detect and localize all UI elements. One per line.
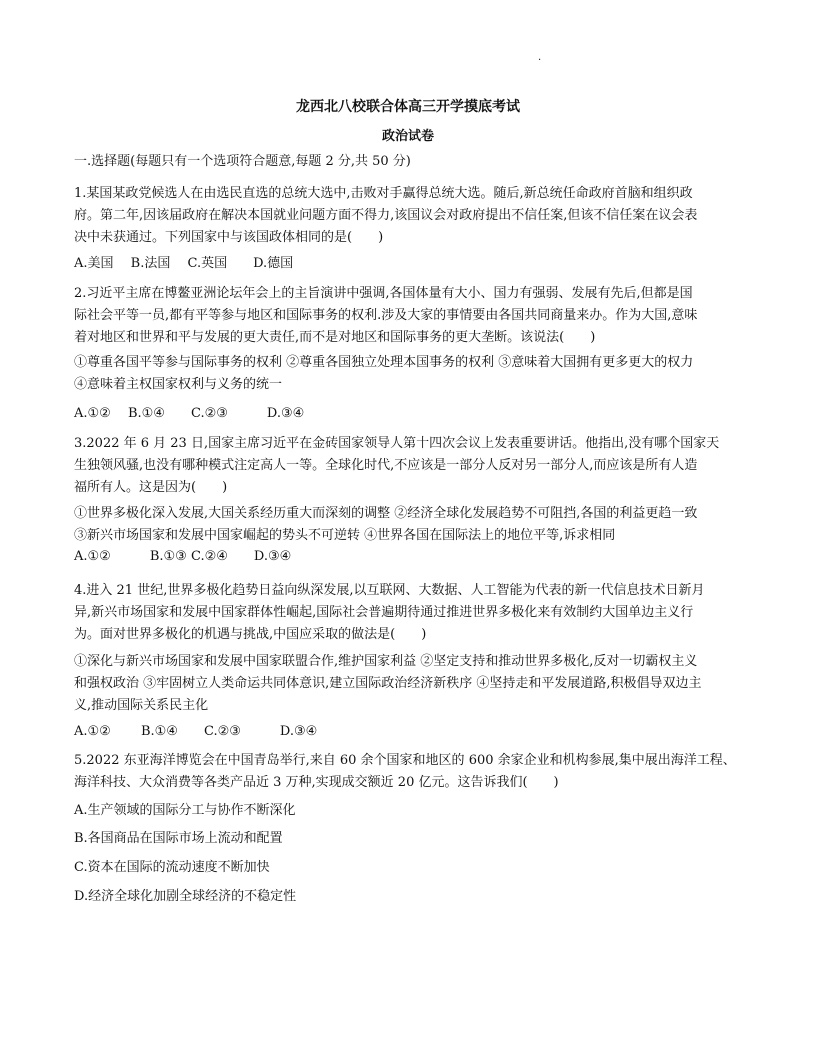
question-line: 5.2022 东亚海洋博览会在中国青岛举行,来自 60 余个国家和地区的 600 余家企业和机构参展,集中展出海洋工程、 bbox=[74, 753, 736, 768]
question-5-option-c: C.资本在国际的流动速度不断加快 bbox=[74, 860, 270, 875]
section-heading: 一.选择题(每题只有一个选项符合题意,每题 2 分,共 50 分) bbox=[74, 154, 411, 169]
question-4-statements bbox=[74, 651, 746, 717]
question-2-stem bbox=[74, 283, 746, 349]
question-line: 海洋科技、大众消费等各类产品近 3 万种,实现成交额近 20 亿元。这告诉我们( ) bbox=[74, 775, 559, 790]
question-line: 4.进入 21 世纪,世界多极化趋势日益向纵深发展,以互联网、大数据、人工智能为代表的新一代信息技术日新月 bbox=[74, 583, 705, 598]
question-line: 为。面对世界多极化的机遇与挑战,中国应采取的做法是( ) bbox=[74, 627, 427, 642]
question-1-stem bbox=[74, 183, 746, 249]
statement-line: ④意味着主权国家权利与义务的统一 bbox=[74, 377, 283, 392]
question-5-option-d: D.经济全球化加剧全球经济的不稳定性 bbox=[74, 889, 297, 904]
statement-line: 和强权政治 ③牢固树立人类命运共同体意识,建立国际政治经济新秩序 ④坚持走和平发展道路,积极倡导双边主 bbox=[74, 676, 702, 691]
question-4-options: A.①② B.①④ C.②③ D.③④ bbox=[74, 724, 318, 739]
statement-line: ①尊重各国平等参与国际事务的权利 ②尊重各国独立处理本国事务的权利 ③意味着大国拥有更多更大的权力 bbox=[74, 355, 694, 370]
question-3-statements bbox=[74, 503, 746, 547]
question-line: 际社会平等一员,都有平等参与地区和国际事务的权利.涉及大家的事情要由各国共同商量来办。作为大国,意味 bbox=[74, 308, 698, 323]
question-line: 着对地区和世界和平与发展的更大责任,而不是对地区和国际事务的更大垄断。该说法( ) bbox=[74, 330, 596, 345]
statement-line: ①世界多极化深入发展,大国关系经历重大而深刻的调整 ②经济全球化发展趋势不可阻挡,各国的利益更趋一致 bbox=[74, 506, 698, 521]
question-line: 生独领风骚,也没有哪种模式注定高人一等。全球化时代,不应该是一部分人反对另一部分人,而应该是所有人造 bbox=[74, 458, 698, 473]
question-5-option-a: A.生产领域的国际分工与协作不断深化 bbox=[74, 803, 296, 818]
page-mark: . bbox=[538, 52, 542, 63]
question-line: 福所有人。这是因为( ) bbox=[74, 480, 228, 495]
question-1-options: A.美国 B.法国 C.英国 D.德国 bbox=[74, 256, 294, 271]
question-line: 1.某国某政党候选人在由选民直选的总统大选中,击败对手赢得总统大选。随后,新总统任命政府首脑和组织政 bbox=[74, 186, 693, 201]
question-line: 府。第二年,因该届政府在解决本国就业问题方面不得力,该国议会对政府提出不信任案,但该不信任案在议会表 bbox=[74, 208, 698, 223]
question-4-stem bbox=[74, 580, 746, 646]
question-5-option-b: B.各国商品在国际市场上流动和配置 bbox=[74, 831, 283, 846]
exam-subtitle: 政治试卷 bbox=[381, 129, 434, 144]
question-line: 3.2022 年 6 月 23 日,国家主席习近平在金砖国家领导人第十四次会议上发表重要讲话。他指出,没有哪个国家天 bbox=[74, 436, 720, 451]
question-5-stem bbox=[74, 750, 746, 794]
statement-line: 义,推动国际关系民主化 bbox=[74, 698, 209, 713]
question-line: 异,新兴市场国家和发展中国家群体性崛起,国际社会普遍期待通过推进世界多极化来有效制约大国单边主义行 bbox=[74, 605, 694, 620]
question-line: 2.习近平主席在博鳌亚洲论坛年会上的主旨演讲中强调,各国体量有大小、国力有强弱、发展有先后,但都是国 bbox=[74, 286, 693, 301]
question-line: 决中未获通过。下列国家中与该国政体相同的是( ) bbox=[74, 230, 384, 245]
exam-title: 龙西北八校联合体高三开学摸底考试 bbox=[296, 99, 520, 115]
question-2-options: A.①② B.①④ C.②③ D.③④ bbox=[74, 406, 305, 421]
question-2-statements bbox=[74, 352, 746, 396]
statement-line: ③新兴市场国家和发展中国家崛起的势头不可逆转 ④世界各国在国际法上的地位平等,诉求相同 bbox=[74, 528, 616, 543]
question-3-options: A.①② B.①③ C.②④ D.③④ bbox=[74, 549, 292, 564]
statement-line: ①深化与新兴市场国家和发展中国家联盟合作,维护国家利益 ②坚定支持和推动世界多极化,反对一切霸权主义 bbox=[74, 654, 698, 669]
question-3-stem bbox=[74, 433, 746, 499]
